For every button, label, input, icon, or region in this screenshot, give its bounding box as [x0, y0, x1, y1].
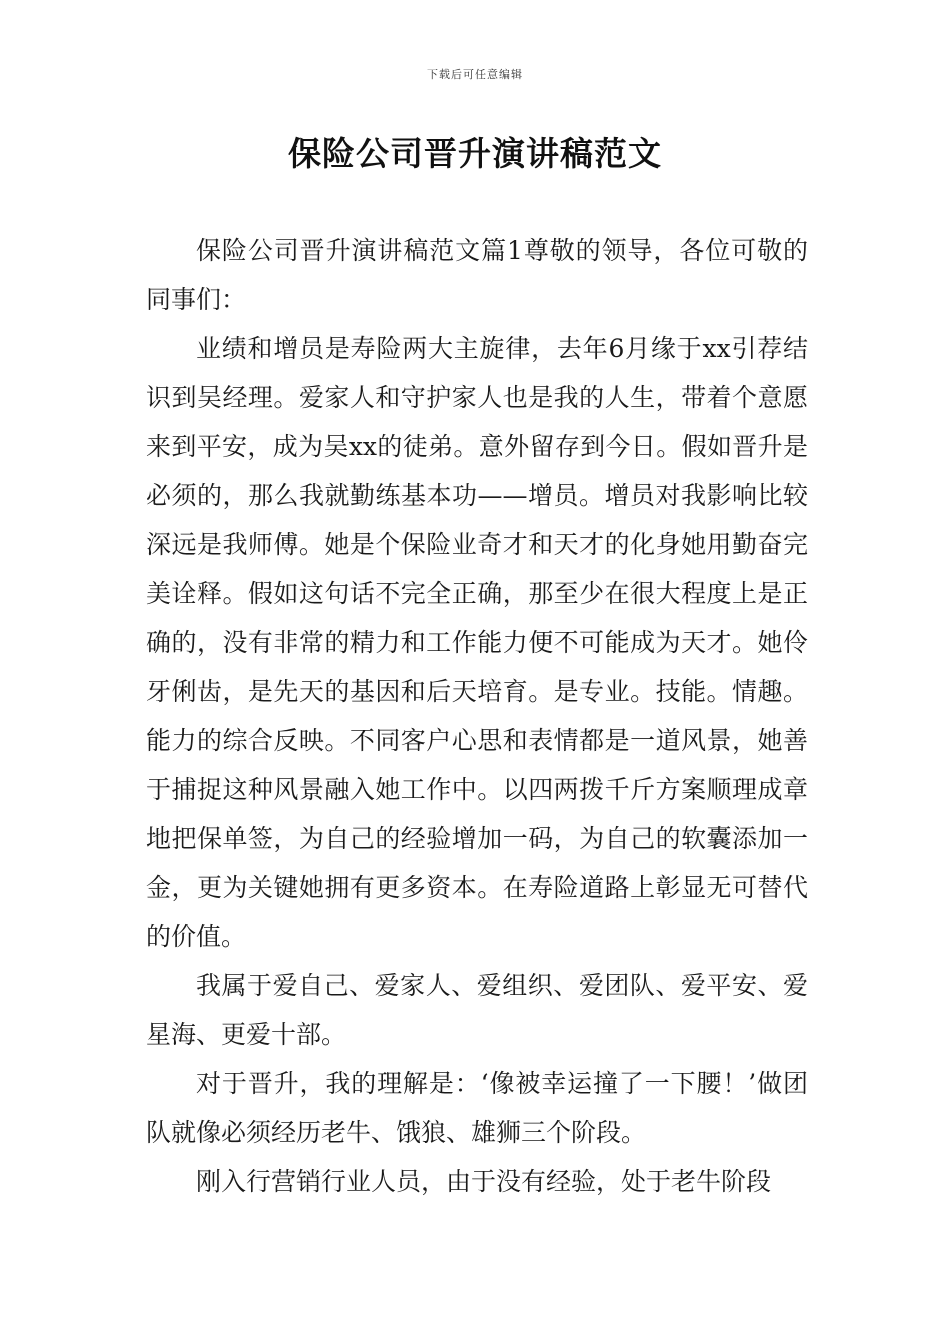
paragraph: 保险公司晋升演讲稿范文篇1尊敬的领导，各位可敬的同事们： [146, 236, 808, 314]
header-note: 下载后可任意编辑 [427, 68, 523, 81]
document-body [146, 226, 808, 1206]
paragraph: 业绩和增员是寿险两大主旋律，去年6月缘于xx引荐结识到吴经理。爱家人和守护家人也是我的人生，带着个意愿来到平安，成为吴xx的徒弟。意外留存到今日。假如晋升是必须的，那么我就勤练基本功——增员。增员对我影响比较深远是我师傅。她是个保险业奇才和天才的化身她用勤奋完美诠释。假如这句话不完全正确，那至少在很大程度上是正确的，没有非常的精力和工作能力便不可能成为天才。她伶牙俐齿，是先天的基因和后天培育。是专业。技能。情趣。能力的综合反映。不同客户心思和表情都是一道风景，她善于捕捉这种风景融入她工作中。以四两拨千斤方案顺理成章地把保单签，为自己的经验增加一码，为自己的软囊添加一金，更为关键她拥有更多资本。在寿险道路上彰显无可替代的价值。 [146, 334, 808, 951]
paragraph: 我属于爱自己、爱家人、爱组织、爱团队、爱平安、爱星海、更爱十部。 [146, 971, 808, 1049]
paragraph: 刚入行营销行业人员，由于没有经验，处于老牛阶段 [196, 1167, 772, 1196]
paragraph: 对于晋升，我的理解是：‘像被幸运撞了一下腰！’做团队就像必须经历老牛、饿狼、雄狮三个阶段。 [146, 1069, 808, 1147]
page-title: 保险公司晋升演讲稿范文 [288, 134, 662, 173]
